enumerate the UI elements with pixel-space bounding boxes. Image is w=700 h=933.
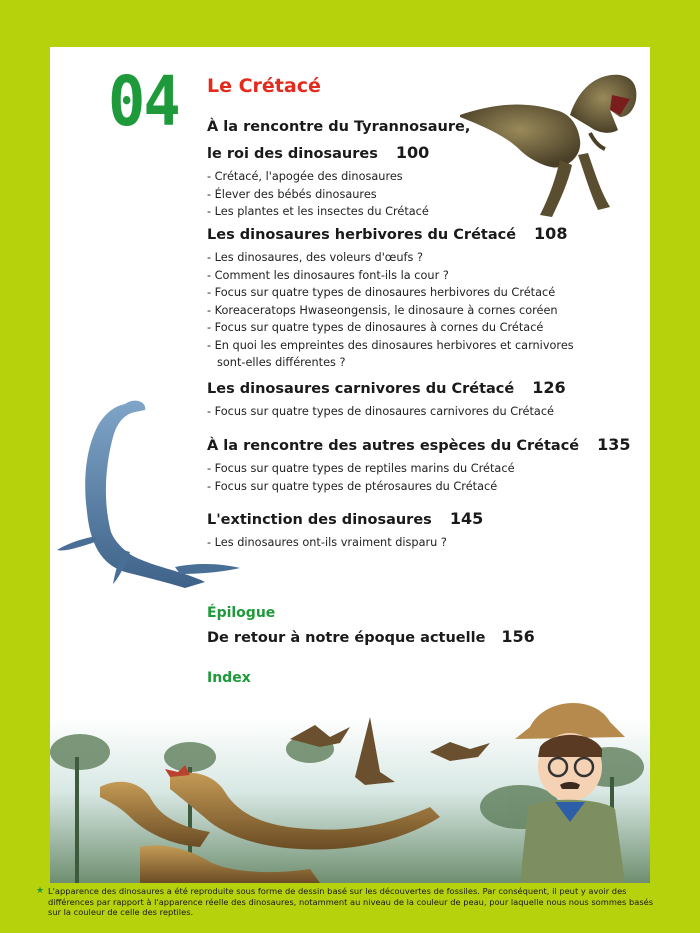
list-item: - Focus sur quatre types de ptérosaures du Crétacé [207,479,498,493]
content-page [50,47,650,883]
section-items [207,403,566,421]
page-number: 100 [395,143,430,162]
tyrannosaurus-illustration [460,55,640,225]
page-number: 156 [501,627,535,646]
section-items [207,168,470,221]
list-item: - En quoi les empreintes des dinosaures herbivores et carnivores [207,338,574,352]
toc-section-3[interactable] [207,375,566,421]
list-item: - Koreaceratops Hwaseongensis, le dinosaure à cornes coréen [207,303,558,317]
list-item: - Crétacé, l'apogée des dinosaures [207,170,403,183]
section-items [207,534,483,552]
footnote: ★ L'apparence des dinosaures a été reproduite sous forme de dessin basé sur les découvertes de fossiles. Par conséquent, il peut y avoir des différences par rapport à l'apparence réelle des dinosaures, notamment au niveau de la couleur de peau, pour laquelle nous nous sommes basés sur la couleur de celle des reptiles. [36,886,654,917]
toc-section-2[interactable] [207,221,574,372]
list-item: - Les dinosaures, des voleurs d'œufs ? [207,251,423,264]
page-number: 108 [534,224,568,243]
section-title: Les dinosaures carnivores du Crétacé 126 [207,378,566,397]
list-item: - Focus sur quatre types de dinosaures à cornes du Crétacé [207,321,544,334]
list-item: - Les dinosaures ont-ils vraiment disparu ? [207,536,447,549]
section-title: À la rencontre du Tyrannosaure, le roi des dinosaures 100 [207,119,471,162]
toc-section-5[interactable] [207,506,483,552]
page-number: 135 [597,435,631,454]
section-items [207,249,574,372]
list-item: - Comment les dinosaures font-ils la cour ? [207,268,449,282]
toc-section-1[interactable] [207,115,470,221]
section-title: L'extinction des dinosaures 145 [207,509,484,528]
list-item: - Élever des bébés dinosaures [207,187,377,201]
epilogue-label: Épilogue [207,605,276,621]
chapter-title: Le Crétacé [207,75,321,97]
list-item: sont-elles différentes ? [217,356,346,369]
page-number: 145 [449,509,484,528]
section-items [207,460,631,495]
chapter-number: 04 [108,61,179,142]
list-item: - Focus sur quatre types de dinosaures carnivores du Crétacé [207,405,554,418]
section-title: Les dinosaures herbivores du Crétacé 108 [207,224,568,243]
index-link[interactable]: Index [207,670,251,686]
epilogue-entry[interactable]: De retour à notre époque actuelle 156 [207,627,535,646]
page-number: 126 [532,378,566,397]
section-title: À la rencontre des autres espèces du Crétacé 135 [207,435,631,454]
dinosaur-scene-illustration [50,657,650,883]
list-item: - Les plantes et les insectes du Crétacé [207,205,429,218]
toc-section-4[interactable] [207,432,631,495]
list-item: - Focus sur quatre types de reptiles marins du Crétacé [207,462,515,475]
star-icon: ★ [36,886,45,896]
list-item: - Focus sur quatre types de dinosaures herbivores du Crétacé [207,286,556,299]
